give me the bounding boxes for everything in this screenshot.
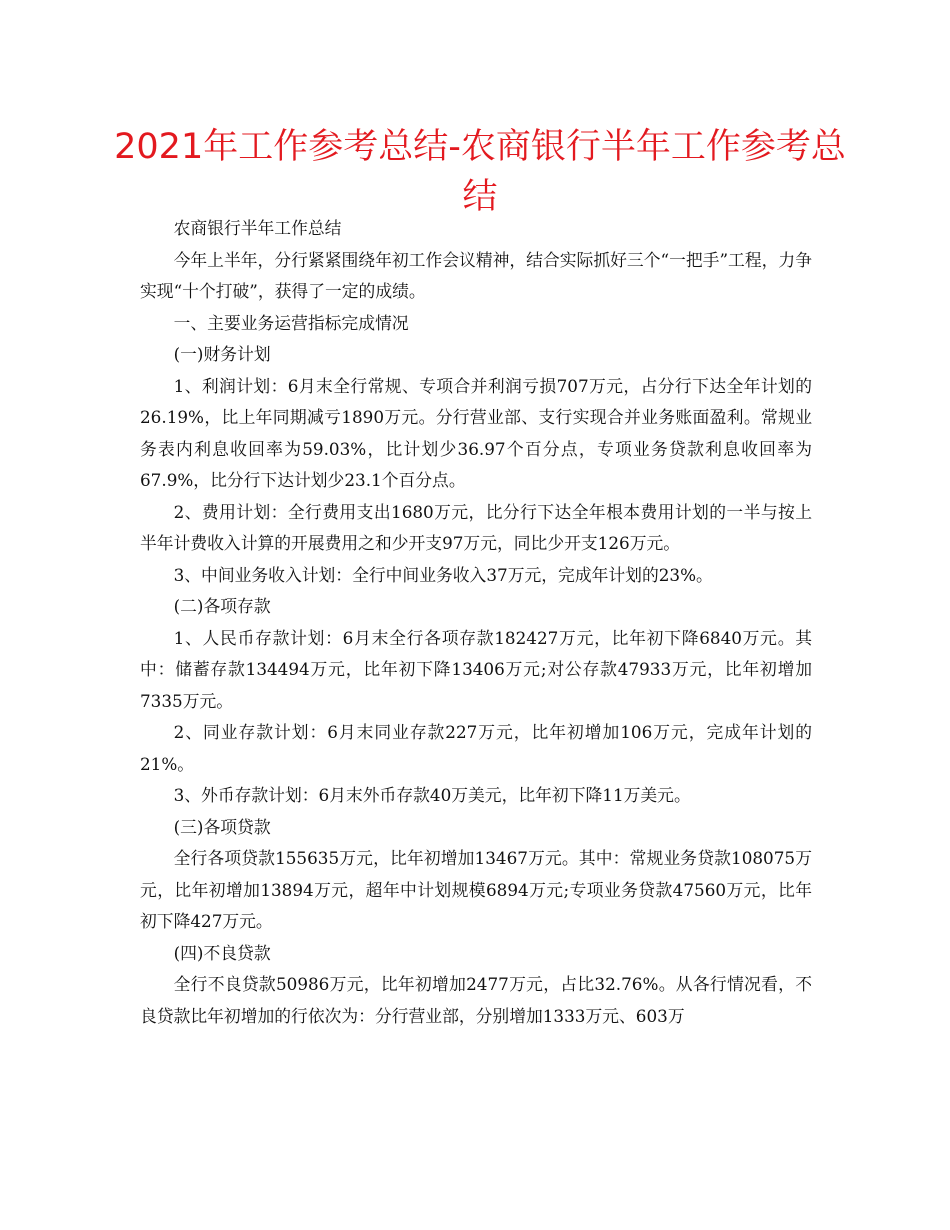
paragraph: 1、利润计划：6月末全行常规、专项合并利润亏损707万元，占分行下达全年计划的26.19%，比上年同期减亏1890万元。分行营业部、支行实现合并业务账面盈利。常规业务表内利息收回率为59.03%，比计划少36.97个百分点，专项业务贷款利息收回率为67.9%，比分行下达计划少23.1个百分点。 <box>140 375 812 490</box>
paragraph: 今年上半年，分行紧紧围绕年初工作会议精神，结合实际抓好三个“一把手”工程，力争实现“十个打破”，获得了一定的成绩。 <box>140 249 812 301</box>
subsection-heading: (一)财务计划 <box>173 344 271 364</box>
paragraph: 3、中间业务收入计划：全行中间业务收入37万元，完成年计划的23%。 <box>173 564 713 585</box>
section-heading: 一、主要业务运营指标完成情况 <box>173 312 409 333</box>
subsection-heading: (三)各项贷款 <box>173 816 271 837</box>
paragraph: 全行各项贷款155635万元，比年初增加13467万元。其中：常规业务贷款108075万元，比年初增加13894万元，超年中计划规模6894万元;专项业务贷款47560万元，比年初下降427万元。 <box>140 848 812 931</box>
paragraph: 3、外币存款计划：6月末外币存款40万美元，比年初下降11万美元。 <box>173 785 691 805</box>
document-body <box>140 213 812 1032</box>
document-title: 2021年工作参考总结-农商银行半年工作参考总结 <box>114 127 846 217</box>
paragraph: 2、同业存款计划：6月末同业存款227万元，比年初增加106万元，完成年计划的21%。 <box>140 722 812 774</box>
subsection-heading: (二)各项存款 <box>173 596 271 616</box>
paragraph: 2、费用计划：全行费用支出1680万元，比分行下达全年根本费用计划的一半与按上半年计费收入计算的开展费用之和少开支97万元，同比少开支126万元。 <box>140 501 812 553</box>
section-heading: 农商银行半年工作总结 <box>173 218 342 238</box>
subsection-heading: (四)不良贷款 <box>173 942 271 963</box>
paragraph: 全行不良贷款50986万元，比年初增加2477万元，占比32.76%。从各行情况看，不良贷款比年初增加的行依次为：分行营业部，分别增加1333万元、603万 <box>140 974 812 1026</box>
paragraph: 1、人民币存款计划：6月末全行各项存款182427万元，比年初下降6840万元。其中：储蓄存款134494万元，比年初下降13406万元;对公存款47933万元，比年初增加7335万元。 <box>140 627 812 711</box>
